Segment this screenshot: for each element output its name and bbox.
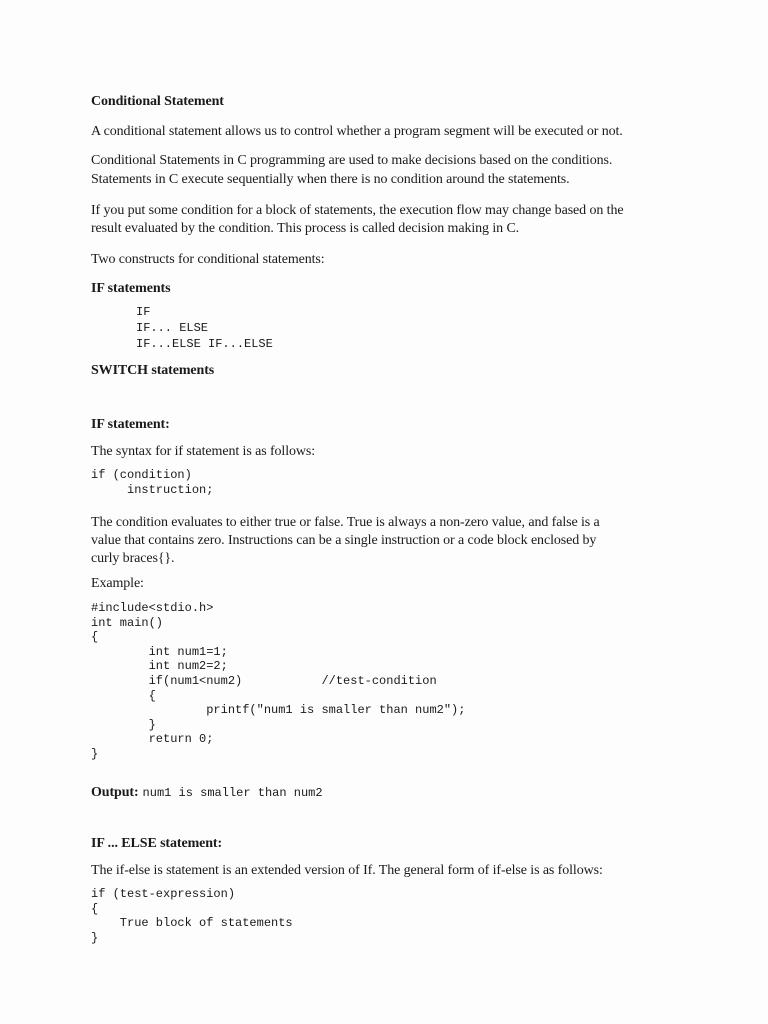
paragraph-constructs: Two constructs for conditional statements: (91, 252, 325, 267)
output-label: Output: (91, 785, 139, 800)
if-else-code: if (test-expression) { True block of statements } (91, 887, 293, 945)
paragraph-line: The condition evaluates to either true or false. True is always a non-zero value, and false is a (91, 515, 600, 530)
switch-statements-heading: SWITCH statements (91, 363, 215, 378)
if-syntax-code: if (condition) instruction; (91, 468, 214, 497)
if-list-item: IF (136, 305, 151, 319)
output-line (91, 783, 323, 802)
output-value: num1 is smaller than num2 (142, 786, 323, 800)
paragraph-line: Conditional Statements in C programming are used to make decisions based on the conditions. (91, 153, 613, 168)
paragraph-line: If you put some condition for a block of statements, the execution flow may change based on the (91, 203, 624, 218)
paragraph-intro: A conditional statement allows us to control whether a program segment will be executed or not. (91, 124, 623, 139)
example-code: #include<stdio.h> int main() { int num1=1; int num2=2; if(num1<num2) //test-condition { printf("num1 is smaller than num2"); } return 0; } (91, 601, 466, 761)
if-statements-heading: IF statements (91, 281, 171, 296)
if-statement-heading: IF statement: (91, 417, 170, 432)
if-list-item: IF... ELSE (136, 321, 209, 335)
paragraph-line: result evaluated by the condition. This process is called decision making in C. (91, 221, 520, 236)
syntax-intro: The syntax for if statement is as follows: (91, 444, 316, 459)
if-list-item: IF...ELSE IF...ELSE (136, 337, 273, 351)
page-title: Conditional Statement (91, 94, 224, 109)
paragraph-line: curly braces{}. (91, 551, 175, 566)
paragraph-line: value that contains zero. Instructions can be a single instruction or a code block enclosed by (91, 533, 597, 548)
if-else-heading: IF ... ELSE statement: (91, 836, 223, 851)
example-label: Example: (91, 576, 144, 591)
paragraph-line: Statements in C execute sequentially when there is no condition around the statements. (91, 172, 570, 187)
if-else-intro: The if-else is statement is an extended version of If. The general form of if-else is as follows: (91, 863, 603, 878)
